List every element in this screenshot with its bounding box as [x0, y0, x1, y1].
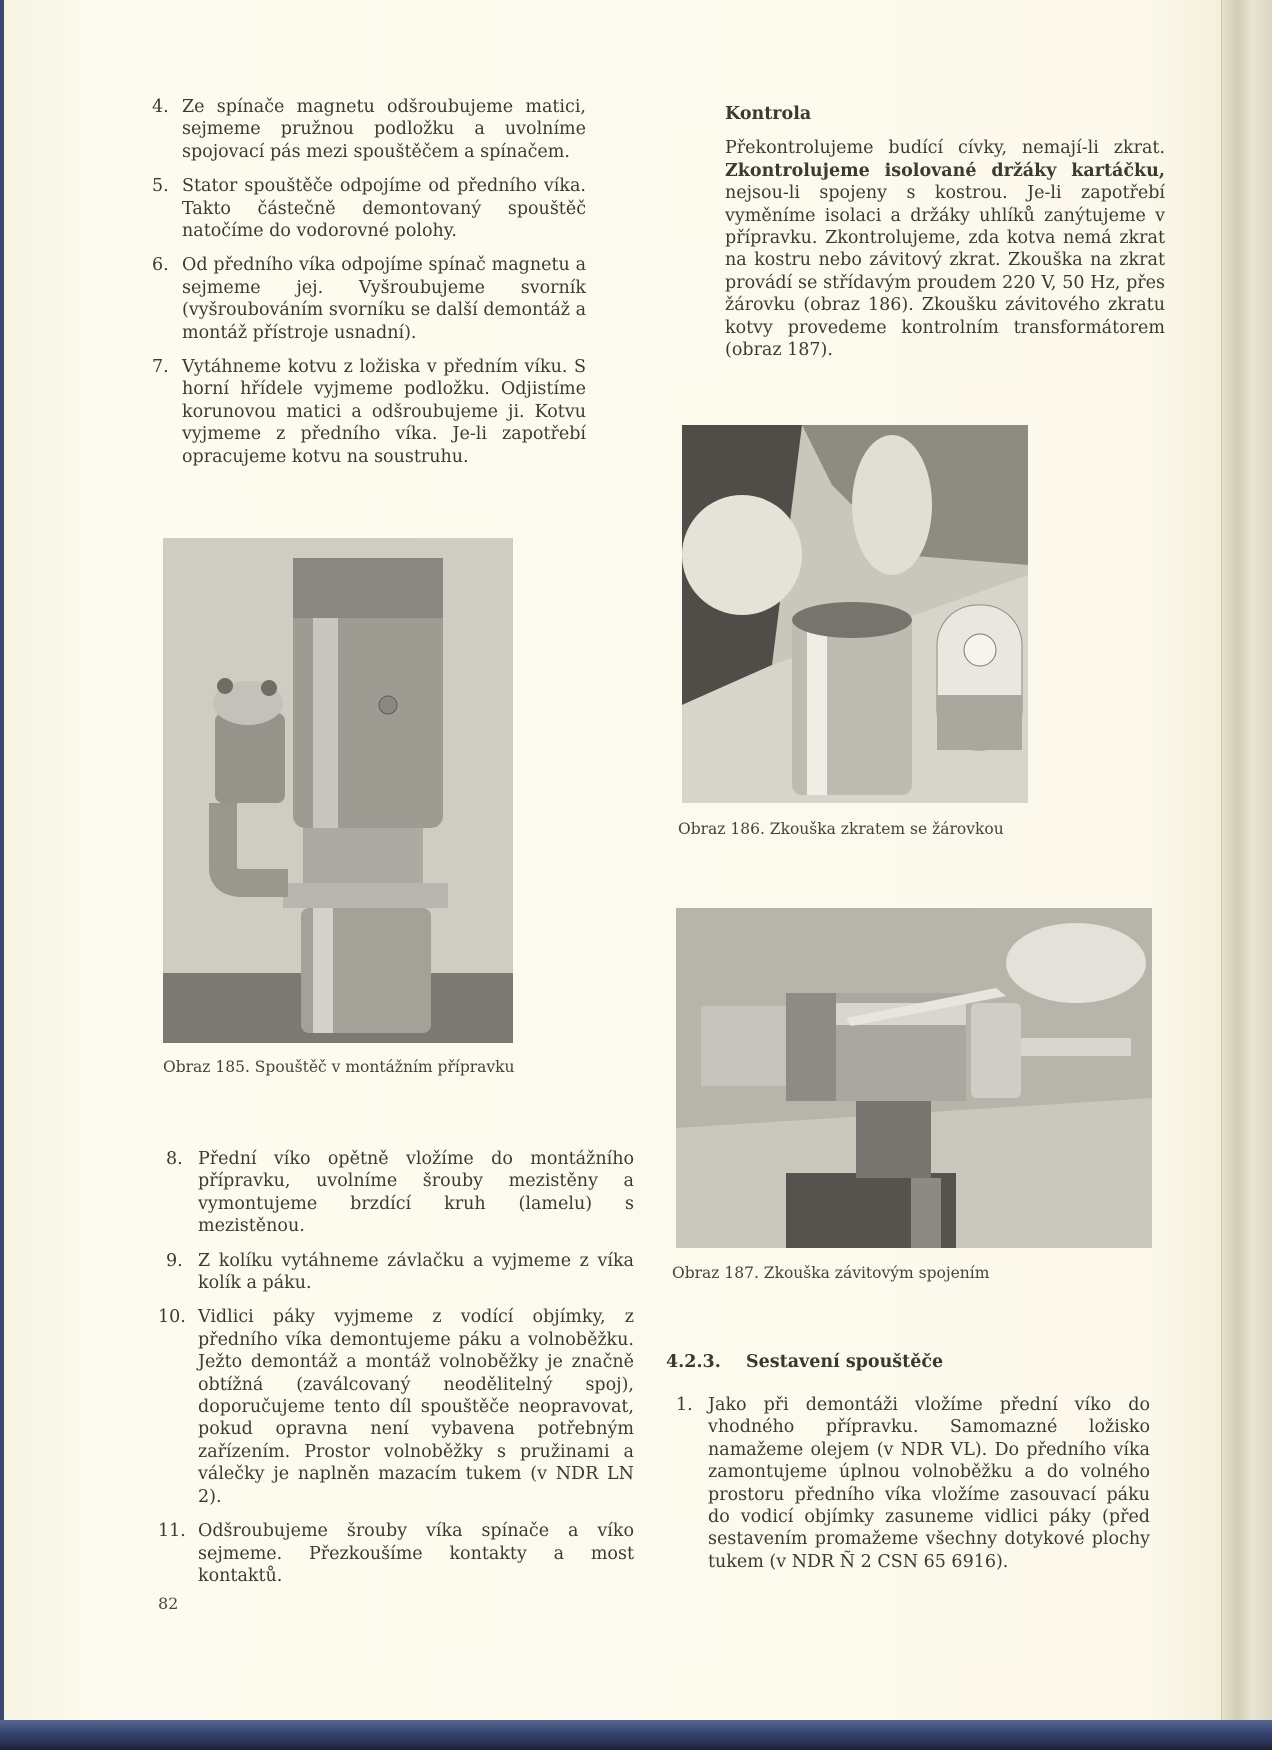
page-number: 82	[158, 1594, 179, 1613]
section-title: Sestavení spouštěče	[746, 1352, 944, 1372]
steps-list-top	[152, 96, 586, 480]
figure-186-photo	[682, 425, 1028, 803]
assembly-steps-list	[676, 1394, 1150, 1585]
section-heading: Kontrola	[725, 104, 812, 124]
step-text: Odšroubujeme šrouby víka spínače a víko sejmeme. Přezkoušíme kontakty a most kontaktů.	[198, 1521, 634, 1586]
step-item	[166, 1250, 634, 1295]
step-number: 11.	[158, 1521, 186, 1542]
step-text: Od předního víka odpojíme spínač magnetu a sejmeme jej. Vyšroubujeme svorník (vyšroubováním svorníku se další demontáž a montáž přístroje usnadní).	[182, 255, 586, 343]
step-text: Vytáhneme kotvu z ložiska v předním víku. S horní hřídele vyjmeme podložku. Odjistíme korunovou matici a odšroubujeme ji. Kotvu vyjmeme z předního víka. Je-li zapotřebí opracujeme kotvu na soustruhu.	[182, 357, 586, 467]
step-item	[152, 175, 586, 242]
step-number: 10.	[158, 1307, 186, 1328]
step-item	[152, 96, 586, 163]
figure-187-caption: Obraz 187. Zkouška závitovým spojením	[672, 1264, 990, 1282]
step-number: 1.	[676, 1395, 693, 1415]
figure-185-photo	[163, 538, 513, 1043]
step-number: 8.	[166, 1149, 183, 1169]
step-number: 4.	[152, 97, 169, 117]
step-item	[152, 254, 586, 344]
step-number: 5.	[152, 176, 169, 197]
step-item	[158, 1306, 634, 1508]
section-number: 4.2.3.	[666, 1352, 721, 1372]
kontrola-section	[725, 103, 1165, 361]
figure-186-caption: Obraz 186. Zkouška zkratem se žárovkou	[678, 820, 1004, 838]
paragraph-text: Překontrolujeme budící cívky, nemají-li zkrat.	[725, 138, 1165, 159]
step-item	[166, 1148, 634, 1238]
step-item	[158, 1520, 634, 1587]
step-number: 6.	[152, 255, 169, 276]
book-cover-edge-left	[0, 0, 4, 1750]
step-number: 9.	[166, 1250, 183, 1271]
steps-list-bottom	[158, 1148, 634, 1599]
step-number: 7.	[152, 357, 169, 378]
short-circuit-test-image	[682, 425, 1028, 803]
step-text: Z kolíku vytáhneme závlačku a vyjmeme z víka kolík a páku.	[198, 1250, 634, 1294]
emphasized-text: Zkontrolujeme isolované držáky kartáčku,	[725, 160, 1165, 181]
step-item	[676, 1394, 1150, 1573]
book-spine-edge	[1221, 0, 1272, 1750]
paragraph-text: nejsou-li spojeny s kostrou. Je-li zapotřebí vyměníme isolaci a držáky uhlíků zanýtujeme v přípravku. Zkontrolujeme, zda kotva nemá zkrat na kostru nebo závitový zkrat. Zkouška na zkrat provádí se střídavým proudem 220 V, 50 Hz, přes žárovku (obraz 186). Zkoušku závitového zkratu kotvy provedeme kontrolním transformátorem (obraz 187).	[725, 183, 1165, 361]
armature-test-image	[676, 908, 1152, 1248]
figure-185-caption: Obraz 185. Spouštěč v montážním přípravku	[163, 1058, 515, 1076]
kontrola-paragraph	[725, 137, 1165, 361]
step-text: Vidlici páky vyjmeme z vodící objímky, z předního víka demontujeme páku a volnoběžku. Ježto demontáž a montáž volnoběžky je značně obtížná (zaválcovaný neodělitelný spoj), doporučujeme tento díl spouštěče neopravovat, pokud opravna není vybavena potřebným zařízením. Prostor volnoběžky s pružinami a válečky je naplněn mazacím tukem (v NDR LN 2).	[198, 1307, 634, 1507]
step-text: Přední víko opětně vložíme do montážního přípravku, uvolníme šrouby mezistěny a vymontujeme brzdící kruh (lamelu) s mezistěnou.	[198, 1149, 634, 1237]
starter-assembly-image	[163, 538, 513, 1043]
step-text: Jako při demontáži vložíme přední víko do vhodného přípravku. Samomazné ložisko namažeme olejem (v NDR VL). Do předního víka zamontujeme úplnou volnoběžku a do volného prostoru předního víka vložíme zasouvací páku do vodicí objímky zasuneme vidlici páky (před sestavením promažeme všechny dotykové plochy tukem (v NDR Ñ 2 CSN 65 6916).	[708, 1395, 1150, 1572]
step-item	[152, 356, 586, 468]
step-text: Stator spouštěče odpojíme od předního víka. Takto částečně demontovaný spouštěč natočíme do vodorovné polohy.	[182, 176, 586, 242]
figure-187-photo	[676, 908, 1152, 1248]
book-cover-edge-bottom	[0, 1720, 1272, 1750]
step-text: Ze spínače magnetu odšroubujeme matici, sejmeme pružnou podložku a uvolníme spojovací pás mezi spouštěčem a spínačem.	[182, 97, 586, 162]
